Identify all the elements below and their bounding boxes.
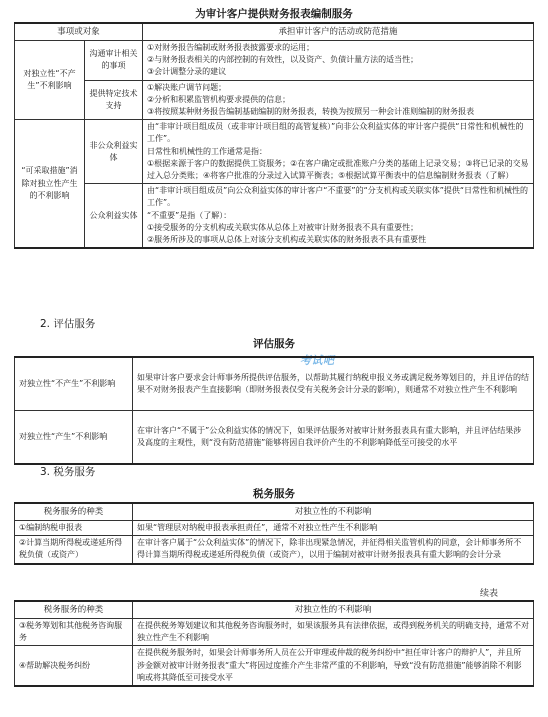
table4-row2-text: 在提供税务服务时，如果会计师事务所人员在公开审理或仲裁的税务纠纷中“担任审计客户的辩护人”，并且所涉金额对被审计财务报表“重大”将因过度推介产生非常严重的不利影响，导致“没有防范措施”能够消除不利影响或将其降低至可接受水平 <box>133 646 534 686</box>
watermark-logo: 考试吧 <box>300 354 335 367</box>
table1-financial-statement-prep <box>14 22 534 249</box>
row-public-label: 公众利益实体 <box>85 184 143 249</box>
table4-header-type: 税务服务的种类 <box>15 601 133 619</box>
table4-row2-label: ④帮助解决税务纠纷 <box>15 646 133 686</box>
table3-row2-text: 在审计客户属于“公众利益实体”的情况下，除非出现紧急情况，并征得相关监管机构的同意，会计师事务所不得计算当期所得税或递延所得税负债（或资产），以用于编制对被审计财务报表具有重大影响的会计分录 <box>133 536 534 564</box>
row-non-public-label: 非公众利益实体 <box>85 120 143 184</box>
table2-row2-text: 在审计客户“不属于”公众利益实体的情况下，如果评估服务对被审计财务报表具有重大影响，并且评估结果涉及高度的主观性，则“没有防范措施”能够将因自我评价产生的不利影响降低至可接受的水平 <box>133 411 534 465</box>
table2-title: 评估服务 <box>253 338 295 350</box>
table2-row1-label: 对独立性“不产生”不利影响 <box>15 357 133 411</box>
table3-tax-services <box>14 502 534 565</box>
table4-header-impact: 对独立性的不利影响 <box>133 601 534 619</box>
section3-heading: 3. 税务服务 <box>40 466 96 478</box>
table3-row2-label: ②计算当期所得税或递延所得税负债（或资产） <box>15 536 133 564</box>
table4-row1-text: 在提供税务筹划建议和其他税务咨询服务时，如果该服务具有法律依据，或得到税务机关的明确支持，通常不对独立性产生不利影响 <box>133 619 534 646</box>
section2-heading: 2. 评估服务 <box>40 318 96 330</box>
table3-header-type: 税务服务的种类 <box>15 503 133 521</box>
row-communicate-text: ①对财务报告编制或财务报表披露要求的运用； ②与财务报表相关的内部控制的有效性，以及资产、负债计量方法的适当性； ③会计调整分录的建议 <box>143 41 534 81</box>
table2-row2-label: 对独立性“产生”不利影响 <box>15 411 133 465</box>
row-communicate-label: 沟通审计相关的事项 <box>85 41 143 81</box>
continued-label: 续表 <box>479 589 498 599</box>
group-no-threat-label: 对独立性“不产生”不利影响 <box>15 41 85 120</box>
table3-title: 税务服务 <box>253 488 295 500</box>
table1-header-measures: 承担审计客户的活动或防范措施 <box>143 23 534 41</box>
row-tech-support-text: ①解决账户调节问题； ②分析和积累监管机构要求提供的信息； ③将按照某种财务报告编制基础编制的财务报表，转换为按照另一种会计准则编制的财务报表 <box>143 80 534 120</box>
table1-header-item: 事项或对象 <box>15 23 143 41</box>
table3-row1-text: 如果“管理层对纳税申报表承担责任”，通常不对独立性产生不利影响 <box>133 521 534 536</box>
table2-row1-text: 如果审计客户要求会计师事务所提供评估服务，以帮助其履行纳税申报义务或满足税务筹划目的，并且评估的结果不对财务报表产生直接影响（即财务报表仅受有关税务会计分录的影响），则通常不对独立性产生不利影响 <box>133 357 534 411</box>
row-non-public-text: 由“非审计项目组成员（或非审计项目组的高管复核）”向非公众利益实体的审计客户提供“日常性和机械性的工作”。 日常性和机械性的工作通常是指： ①根据来源于客户的数据提供工资服务；②在客户确定或批准账户分类的基础上记录交易；③将已记录的交易过入总分类账；④将客户批准的分录过入试算平衡表；⑤根据试算平衡表中的信息编制财务报表（了解） <box>143 120 534 184</box>
table1-title: 为审计客户提供财务报表编制服务 <box>195 8 353 20</box>
table3-header-impact: 对独立性的不利影响 <box>133 503 534 521</box>
row-public-text: 由“非审计项目组成员”向公众利益实体的审计客户“不重要”的“分支机构或关联实体”提供“日常性和机械性的工作”。 “不重要”是指（了解）： ①接受服务的分支机构或关联实体从总体上对被审计财务报表不具有重要性； ②服务所涉及的事项从总体上对该分支机构或关联实体的财务报表不具有重要性 <box>143 184 534 249</box>
row-tech-support-label: 提供特定技术支持 <box>85 80 143 120</box>
table3-row1-label: ①编制纳税申报表 <box>15 521 133 536</box>
group-measures-label: “可采取措施”消除对独立性产生的不利影响 <box>15 120 85 249</box>
table4-row1-label: ③税务筹划和其他税务咨询服务 <box>15 619 133 646</box>
table2-valuation <box>14 356 534 465</box>
table4-tax-services-continued <box>14 600 534 687</box>
